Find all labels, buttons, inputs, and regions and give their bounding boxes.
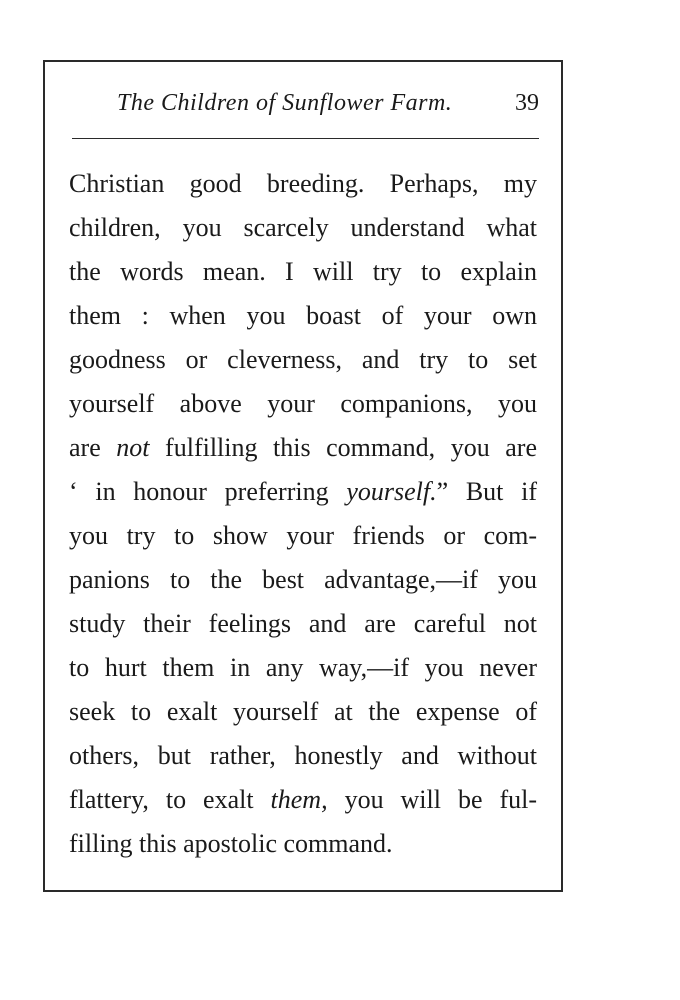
text-line: yourself above your companions, you	[69, 389, 537, 418]
text-segment: flattery, to exalt	[69, 785, 271, 814]
text-line: children, you scarcely understand what	[69, 213, 537, 242]
italic-emphasis: not	[116, 433, 150, 462]
text-segment: are	[69, 433, 117, 462]
page-number: 39	[515, 90, 539, 116]
italic-emphasis: yourself.	[346, 477, 437, 506]
text-line: Christian good breeding. Perhaps, my	[69, 169, 537, 198]
text-segment: you will be ful-	[327, 785, 537, 814]
text-segment: fulfilling this command, you are	[149, 433, 537, 462]
text-line: panions to the best advantage,—if you	[69, 565, 537, 594]
running-head	[45, 90, 561, 126]
text-line	[69, 778, 537, 822]
text-line: goodness or cleverness, and try to set	[69, 345, 537, 374]
text-segment: ” But if	[436, 477, 537, 506]
italic-emphasis: them,	[270, 785, 328, 814]
text-line: others, but rather, honestly and without	[69, 741, 537, 770]
header-rule	[72, 138, 539, 139]
body-text	[69, 162, 537, 866]
text-line: seek to exalt yourself at the expense of	[69, 697, 537, 726]
text-line: to hurt them in any way,—if you never	[69, 653, 537, 682]
page-frame	[43, 60, 563, 892]
text-line: you try to show your friends or com-	[69, 521, 537, 550]
text-line	[69, 470, 537, 514]
running-title: The Children of Sunflower Farm.	[117, 90, 453, 116]
text-segment: ‘ in honour preferring	[69, 477, 347, 506]
text-line: them : when you boast of your own	[69, 301, 537, 330]
text-line: study their feelings and are careful not	[69, 609, 537, 638]
text-line: the words mean. I will try to explain	[69, 257, 537, 286]
text-line	[69, 426, 537, 470]
text-line: filling this apostolic command.	[69, 829, 393, 858]
